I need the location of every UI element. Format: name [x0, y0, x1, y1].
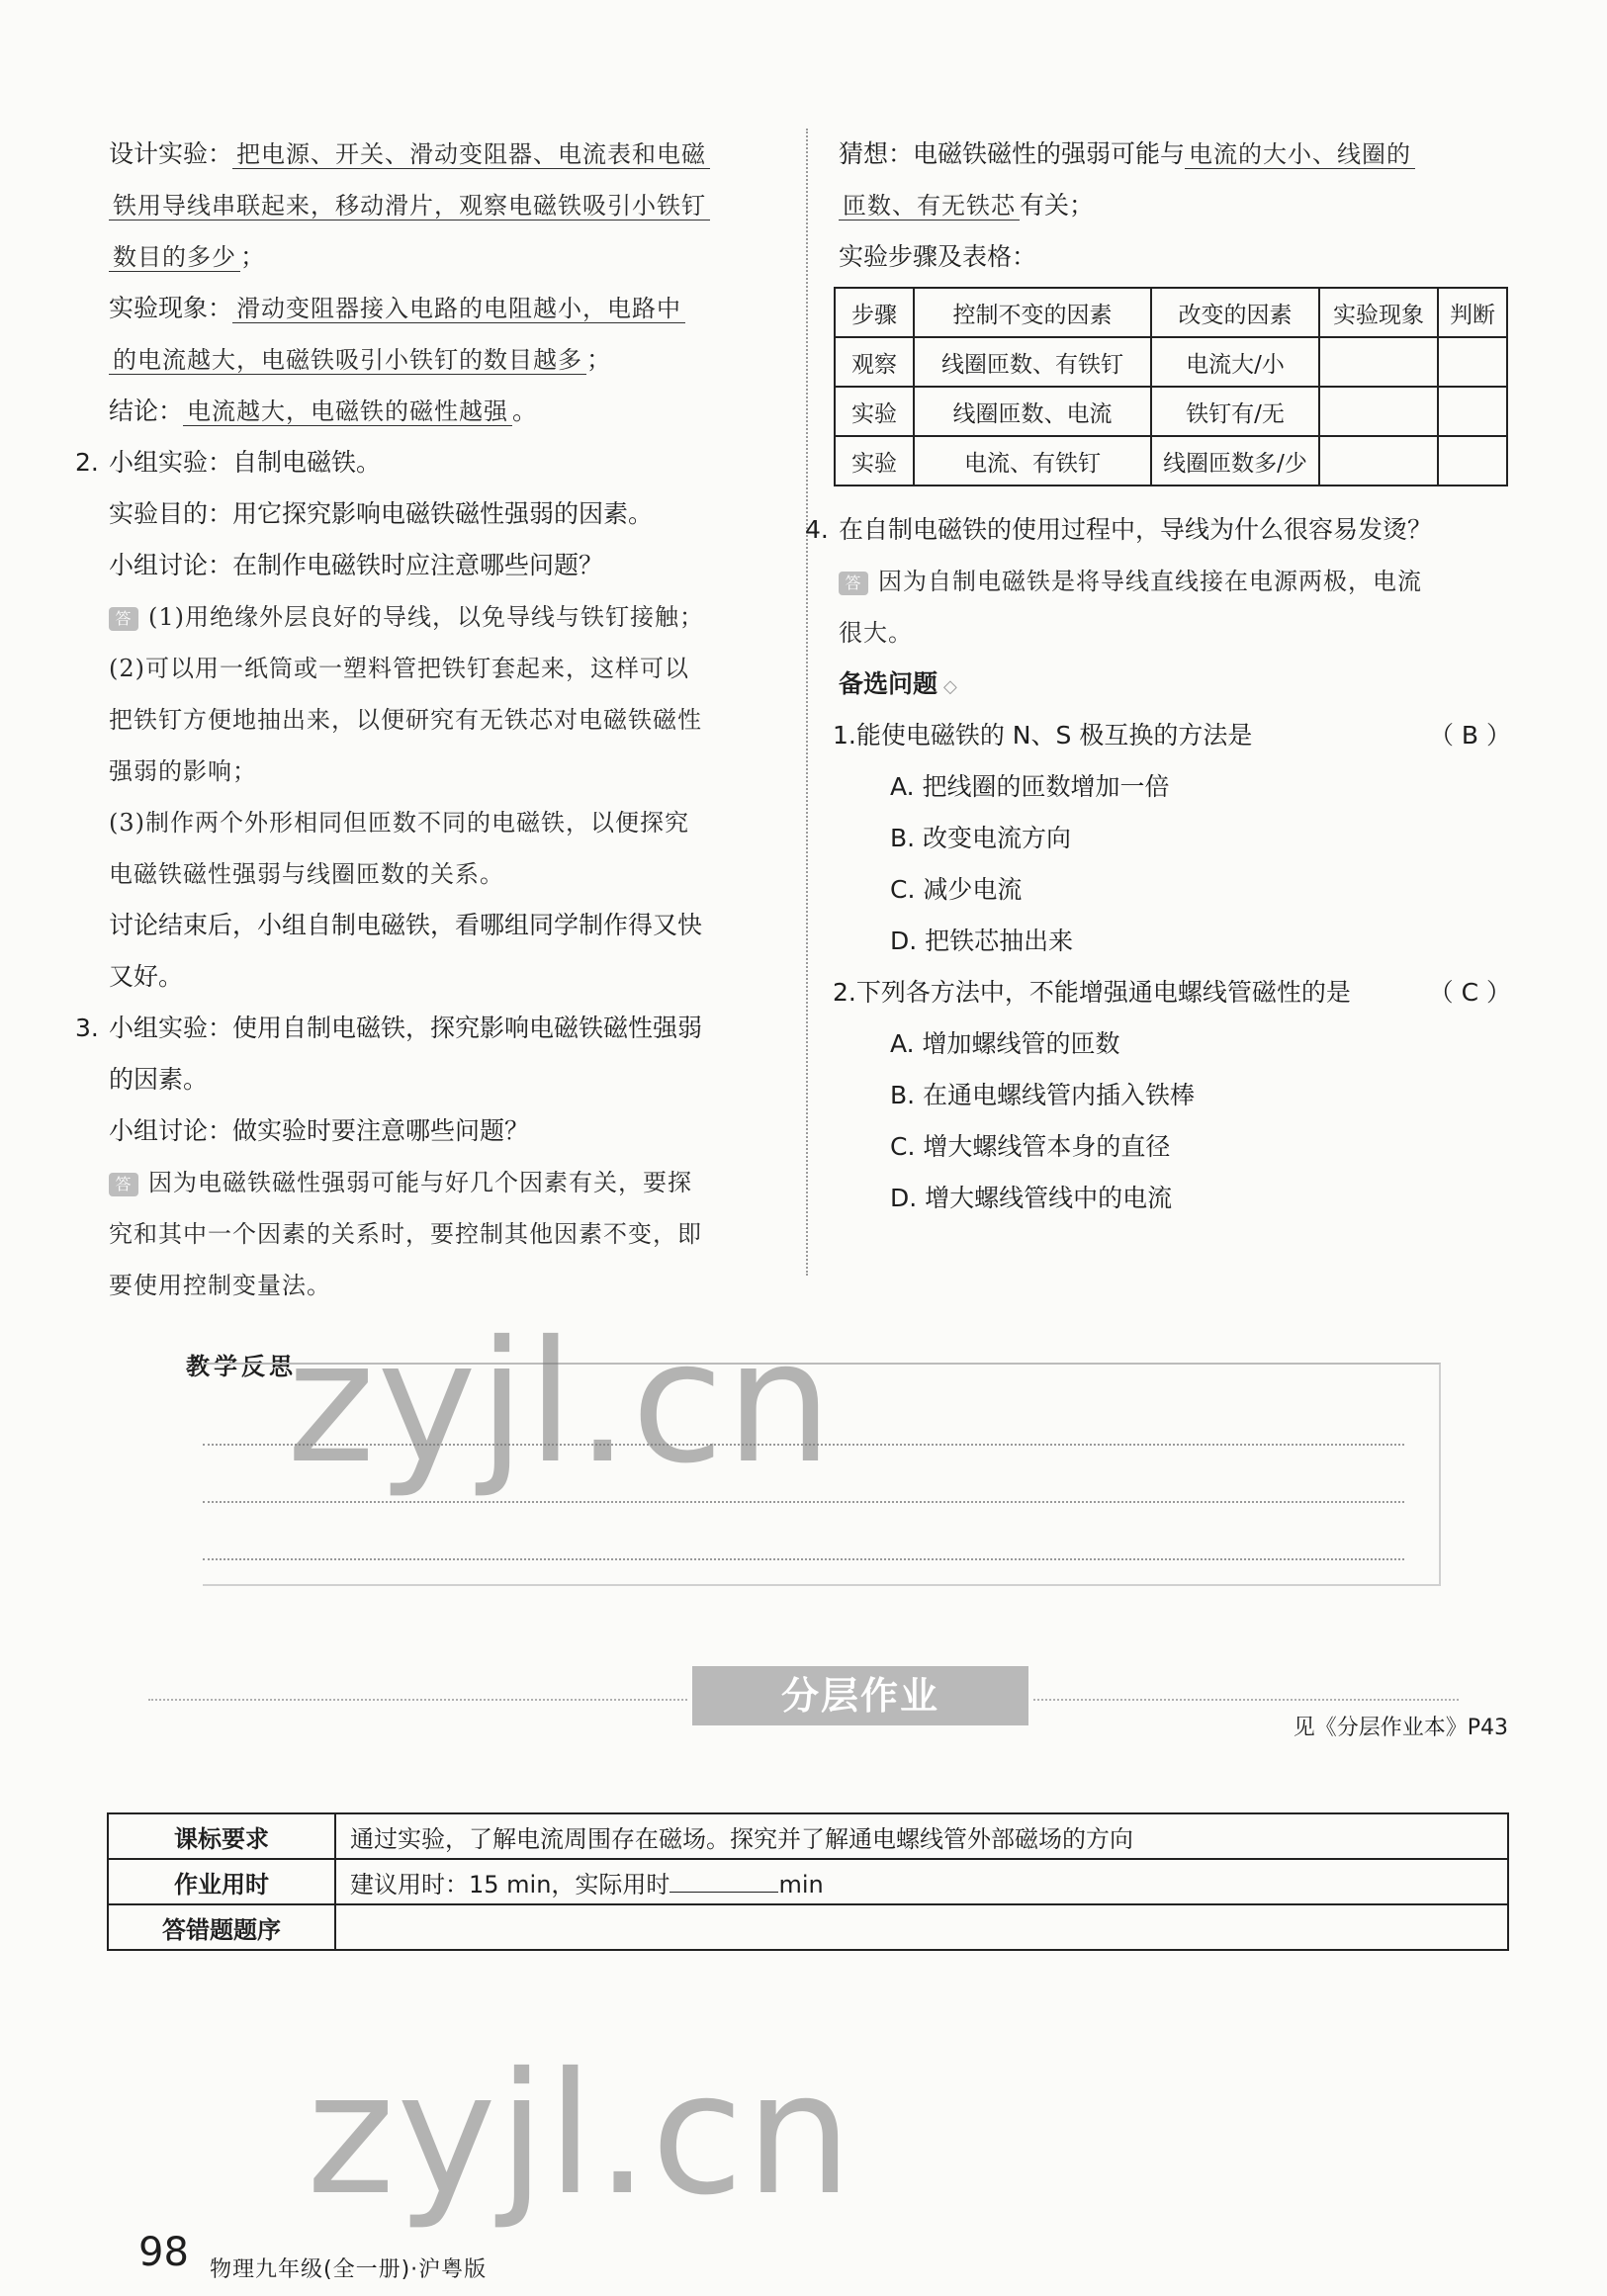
answer-icon: 答: [109, 607, 138, 631]
mc1-answer: （ B ）: [1428, 721, 1511, 750]
mc1-option-a: A. 把线圈的匝数增加一倍: [890, 772, 1170, 801]
design-line-1: 设计实验： 把电源、开关、滑动变阻器、电流表和电磁: [109, 129, 801, 180]
mc2-answer: （ C ）: [1428, 978, 1511, 1007]
table-row: 观察 线圈匝数、有铁钉 电流大/小: [835, 337, 1507, 387]
left-column: [75, 129, 801, 1311]
guess-line-2: 匝数、有无铁芯 有关；: [839, 180, 1511, 231]
banner-rule-left: [148, 1699, 687, 1701]
q2-answer-2: (2)可以用一纸筒或一塑料管把铁钉套起来，这样可以: [109, 655, 689, 682]
q2-answer-5: (3)制作两个外形相同但匝数不同的电磁铁，以便探究: [109, 809, 689, 837]
q2-after-2: 又好。: [109, 962, 184, 991]
mc2-option-b: B. 在通电螺线管内插入铁棒: [890, 1081, 1196, 1109]
q3-answer-2: 究和其中一个因素的关系时，要控制其他因素不变，即: [109, 1220, 702, 1248]
q3-title-2: 的因素。: [109, 1065, 209, 1094]
table-row: 实验 线圈匝数、电流 铁钉有/无: [835, 387, 1507, 436]
experiment-table: [834, 287, 1508, 486]
table-row: 实验 电流、有铁钉 线圈匝数多/少: [835, 436, 1507, 486]
mc2-option-a: A. 增加螺线管的匝数: [890, 1029, 1120, 1058]
q3-title-1: 3. 小组实验：使用自制电磁铁，探究影响电磁铁磁性强弱: [75, 1014, 703, 1042]
mc1-option-b: B. 改变电流方向: [890, 824, 1072, 852]
q2-answer-1: 答 (1)用绝缘外层良好的导线，以免导线与铁钉接触；: [109, 591, 801, 643]
q3-discuss: 小组讨论：做实验时要注意哪些问题？: [109, 1116, 530, 1145]
phenomenon-line-2: 的电流越大，电磁铁吸引小铁钉的数目越多 ；: [109, 334, 801, 386]
right-column-lower: [805, 504, 1511, 1224]
q4-answer-2: 很大。: [839, 619, 913, 647]
answer-icon: 答: [839, 572, 868, 595]
mc2-stem: 2.下列各方法中，不能增强通电螺线管磁性的是 （ C ）: [833, 967, 1511, 1018]
q2-answer-4: 强弱的影响；: [109, 757, 257, 785]
q3-answer-3: 要使用控制变量法。: [109, 1272, 331, 1299]
watermark: zyjl.cn: [287, 1305, 835, 1501]
column-divider: [806, 129, 808, 1276]
q2-discuss: 小组讨论：在制作电磁铁时应注意哪些问题？: [109, 551, 604, 579]
homework-banner: 分层作业: [692, 1666, 1028, 1725]
q3-answer-1: 答 因为电磁铁磁性强弱可能与好几个因素有关，要探: [109, 1157, 801, 1208]
mc1-option-c: C. 减少电流: [890, 875, 1023, 904]
design-line-2: 铁用导线串联起来，移动滑片，观察电磁铁吸引小铁钉: [109, 180, 801, 231]
conclusion-line: 结论： 电流越大，电磁铁的磁性越强 。: [109, 397, 538, 425]
q2-after-1: 讨论结束后，小组自制电磁铁，看哪组同学制作得又快: [109, 911, 703, 939]
mc2-option-c: C. 增大螺线管本身的直径: [890, 1132, 1171, 1161]
design-line-3: 数目的多少 ；: [109, 231, 801, 283]
reflection-line: [203, 1558, 1404, 1560]
guess-line-1: 猜想：电磁铁磁性的强弱可能与 电流的大小、线圈的: [839, 129, 1511, 180]
q2-purpose: 实验目的：用它探究影响电磁铁磁性强弱的因素。: [109, 499, 654, 528]
wrong-questions-field[interactable]: [335, 1904, 1508, 1950]
answer-icon: 答: [109, 1173, 138, 1196]
reflection-line: [203, 1501, 1404, 1503]
page-number: 98: [138, 2230, 189, 2275]
watermark: zyjl.cn: [307, 2037, 854, 2233]
q2-title: 2. 小组实验：自制电磁铁。: [75, 448, 382, 477]
diamond-icon: ◇: [943, 676, 957, 697]
q2-answer-6: 电磁铁磁性强弱与线圈匝数的关系。: [109, 860, 504, 888]
q4-answer-1: 答 因为自制电磁铁是将导线直线接在电源两极，电流: [839, 556, 1511, 607]
mc2-option-d: D. 增大螺线管线中的电流: [890, 1184, 1173, 1212]
steps-label: 实验步骤及表格：: [839, 242, 1037, 271]
right-column: [839, 129, 1511, 283]
mc1-option-d: D. 把铁芯抽出来: [890, 927, 1074, 955]
actual-time-blank[interactable]: [670, 1892, 778, 1893]
book-title: 物理九年级(全一册)·沪粤版: [210, 2257, 488, 2282]
table-row: 课标要求 通过实验，了解电流周围存在磁场。探究并了解通电螺线管外部磁场的方向: [108, 1813, 1508, 1859]
table-header-row: 步骤 控制不变的因素 改变的因素 实验现象 判断: [835, 288, 1507, 337]
table-row: 作业用时 建议用时：15 min，实际用时 min: [108, 1859, 1508, 1904]
homework-info-table: [107, 1812, 1509, 1951]
q4-question: 4. 在自制电磁铁的使用过程中，导线为什么很容易发烫？: [805, 515, 1433, 544]
mc1-stem: 1.能使电磁铁的 N、S 极互换的方法是 （ B ）: [833, 710, 1511, 761]
table-row: 答错题题序: [108, 1904, 1508, 1950]
extra-questions-title: 备选问题 ◇: [839, 669, 957, 698]
phenomenon-line-1: 实验现象： 滑动变阻器接入电路的电阻越小，电路中: [109, 283, 801, 334]
q2-answer-3: 把铁钉方便地抽出来，以便研究有无铁芯对电磁铁磁性: [109, 706, 702, 734]
banner-rule-right: [1033, 1699, 1459, 1701]
homework-reference: 见《分层作业本》P43: [1293, 1716, 1508, 1740]
reflection-title: 教学反思: [186, 1353, 297, 1380]
